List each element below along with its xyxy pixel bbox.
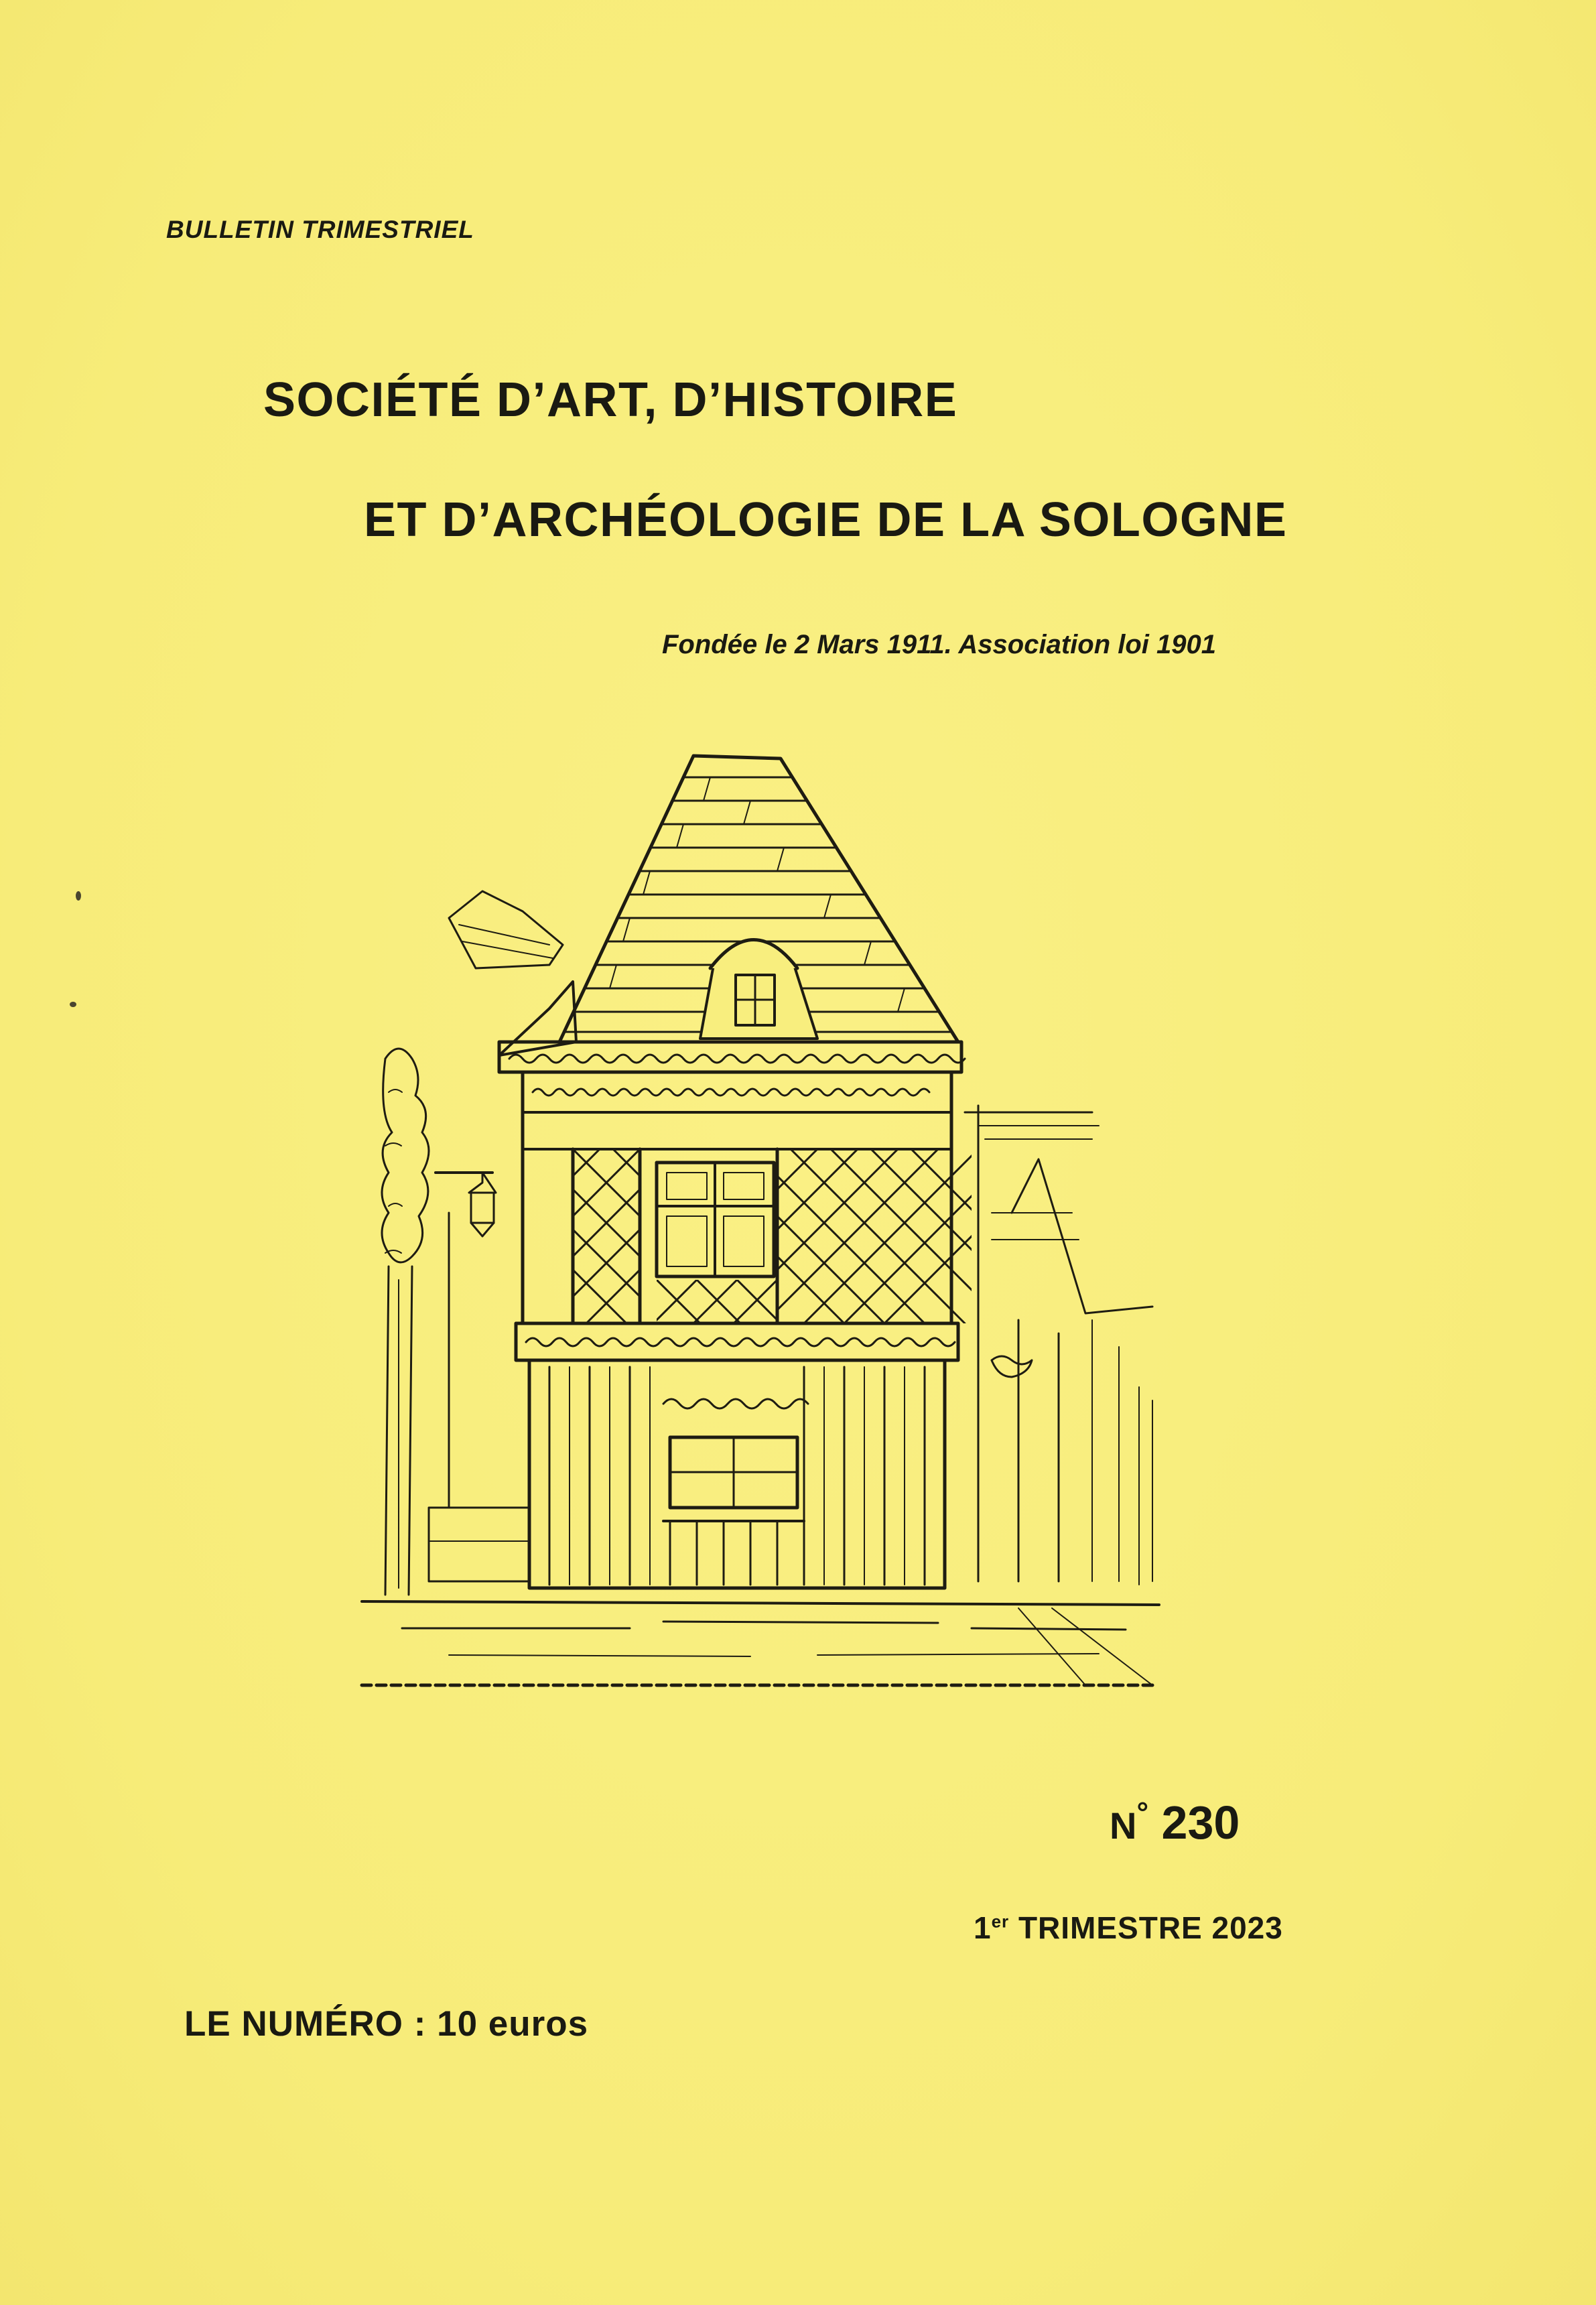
- founded-subtitle: Fondée le 2 Mars 1911. Association loi 1901: [662, 630, 1217, 659]
- quarter-ordinal: 1: [974, 1910, 992, 1945]
- price-label: LE NUMÉRO : 10 euros: [184, 2004, 589, 2044]
- issue-degree: °: [1136, 1796, 1149, 1829]
- bulletin-type: BULLETIN TRIMESTRIEL: [166, 216, 474, 243]
- half-timbered-house-drawing-icon: [348, 744, 1219, 1689]
- quarter-label: [974, 1910, 1283, 1946]
- title-line-2: ET D’ARCHÉOLOGIE DE LA SOLOGNE: [364, 493, 1288, 547]
- quarter-text: TRIMESTRE 2023: [1018, 1910, 1283, 1945]
- paper-speck: [76, 891, 81, 901]
- issue-prefix: N: [1110, 1804, 1137, 1847]
- quarter-suffix: er: [991, 1911, 1010, 1932]
- issue-number: [1110, 1796, 1240, 1849]
- paper-speck: [70, 1002, 76, 1007]
- title-line-1: SOCIÉTÉ D’ART, D’HISTOIRE: [263, 373, 958, 427]
- issue-value: 230: [1161, 1796, 1240, 1849]
